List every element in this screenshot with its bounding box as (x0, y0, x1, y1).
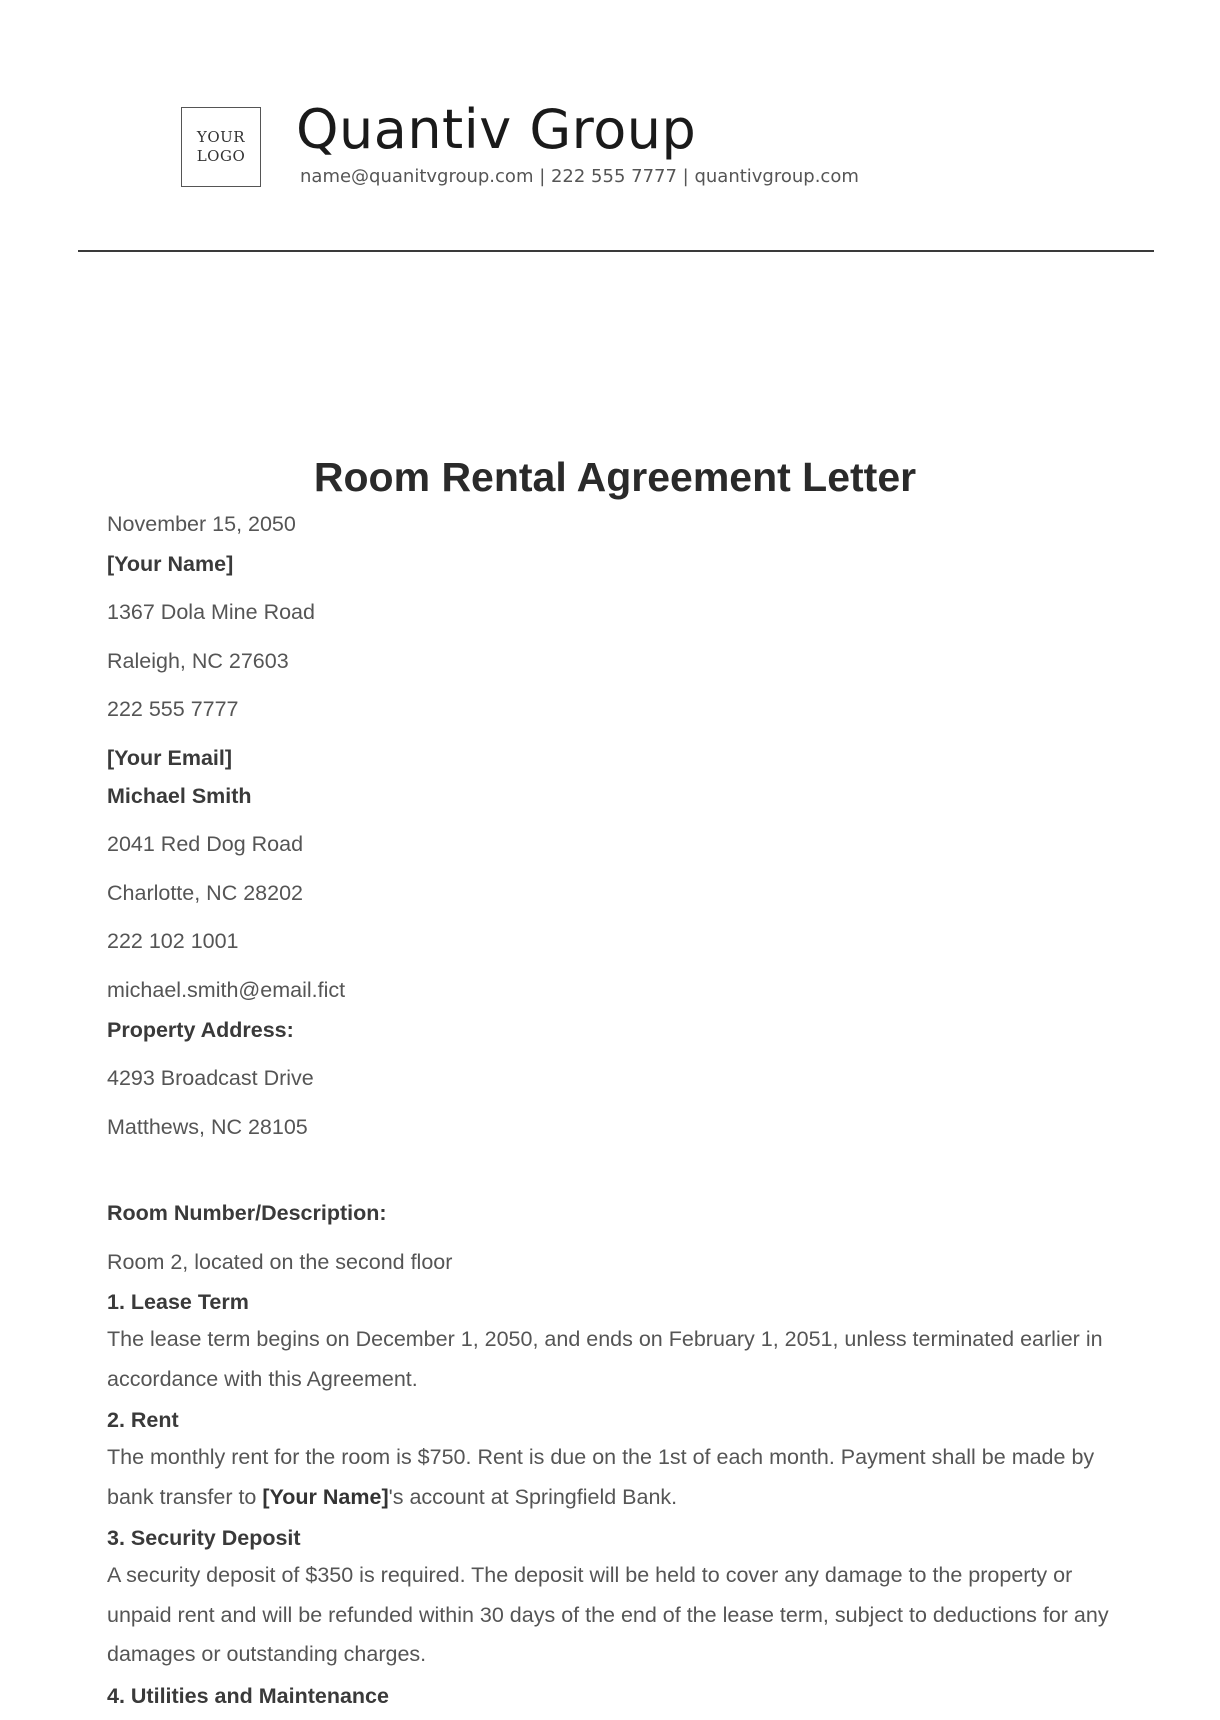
sender-phone: 222 555 7777 (107, 697, 239, 721)
letter-date: November 15, 2050 (107, 512, 296, 536)
rent-text-start: The monthly rent for the room is $750. Rent is due on the 1st of each month. Payment shall be made by bank transfer to (107, 1445, 1095, 1509)
recipient-address-line2: Charlotte, NC 28202 (107, 881, 303, 905)
sender-name: [Your Name] (107, 552, 234, 576)
section-body-security-deposit: A security deposit of $350 is required. The deposit will be held to cover any damage to the property or unpaid rent and will be refunded within 30 days of the end of the lease term, subject to deductions for any damages or outstanding charges. (107, 1563, 1109, 1666)
logo-text-line1: YOUR (196, 128, 246, 146)
document-title: Room Rental Agreement Letter (313, 454, 917, 500)
section-body-rent (107, 1438, 1127, 1517)
sender-address-line1: 1367 Dola Mine Road (107, 600, 315, 624)
logo-text-line2: LOGO (196, 147, 246, 165)
section-heading-utilities: 4. Utilities and Maintenance (107, 1684, 389, 1708)
recipient-name: Michael Smith (107, 784, 252, 808)
room-description-label: Room Number/Description: (107, 1201, 387, 1225)
recipient-address-line1: 2041 Red Dog Road (107, 832, 304, 856)
company-contact-info: name@quanitvgroup.com | 222 555 7777 | quantivgroup.com (300, 166, 859, 187)
rent-payee-name: [Your Name] (262, 1484, 389, 1509)
room-description-value: Room 2, located on the second floor (107, 1250, 453, 1274)
property-address-line2: Matthews, NC 28105 (107, 1115, 308, 1139)
rent-text-end: 's account at Springfield Bank. (388, 1484, 678, 1509)
sender-address-line2: Raleigh, NC 27603 (107, 649, 289, 673)
section-heading-rent: 2. Rent (107, 1408, 179, 1432)
property-address-label: Property Address: (107, 1018, 294, 1042)
section-body-lease-term: The lease term begins on December 1, 2050, and ends on February 1, 2051, unless terminated earlier in accordance with this Agreement. (107, 1327, 1103, 1391)
letterhead (0, 0, 1220, 260)
property-address-line1: 4293 Broadcast Drive (107, 1066, 314, 1090)
company-name: Quantiv Group (296, 98, 697, 161)
recipient-phone: 222 102 1001 (107, 929, 239, 953)
logo-placeholder (181, 107, 261, 187)
recipient-email: michael.smith@email.fict (107, 978, 346, 1002)
sender-email: [Your Email] (107, 746, 233, 770)
header-divider (78, 250, 1154, 252)
section-heading-lease-term: 1. Lease Term (107, 1290, 249, 1314)
section-heading-security-deposit: 3. Security Deposit (107, 1526, 301, 1550)
